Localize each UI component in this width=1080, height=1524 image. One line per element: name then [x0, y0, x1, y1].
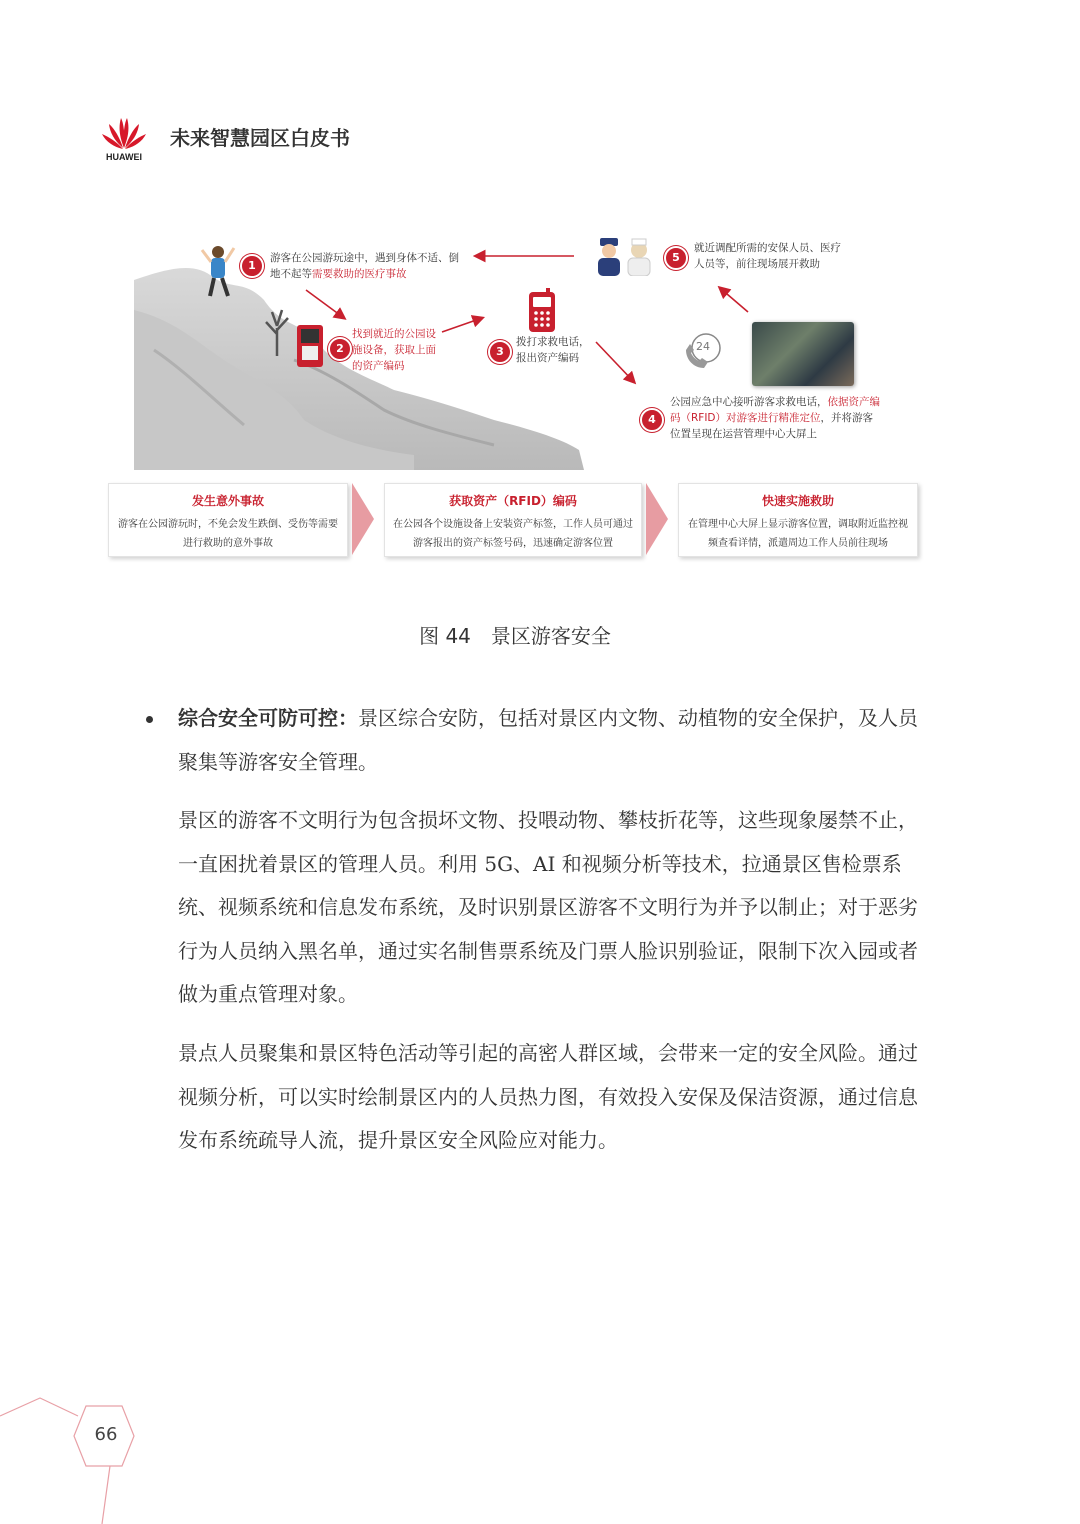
process-box-accident [108, 483, 348, 557]
figure-caption: 图 44 景区游客安全 [419, 624, 611, 648]
hotline-24-label: 24 [696, 340, 710, 353]
step-1-text: 游客在公园游玩途中，遇到身体不适、倒地不起等需要救助的医疗事故 [270, 252, 459, 280]
bullet-title: 综合安全可防可控： [178, 706, 358, 730]
process-box-desc: 在公园各个设施设备上安装资产标签，工作人员可通过游客报出的资产标签号码，迅速确定游客位置 [393, 519, 633, 549]
process-box-title: 快速实施救助 [761, 494, 834, 508]
huawei-logo [96, 112, 152, 164]
process-chevron-2 [646, 483, 668, 555]
step-5-number: 5 [664, 246, 688, 270]
arrow-3-to-4 [596, 342, 634, 382]
process-box-title: 发生意外事故 [191, 494, 264, 508]
process-box-title: 获取资产（RFID）编码 [449, 494, 577, 508]
step-3-number: 3 [488, 340, 512, 364]
step-4-text: 公园应急中心接听游客求救电话，依据资产编码（RFID）对游客进行精准定位，并将游客位置呈现在运营管理中心大屏上 [670, 396, 880, 440]
arrow-4-to-5 [720, 288, 748, 312]
step-2-text: 找到就近的公园设施设备，获取上面的资产编码 [352, 328, 436, 372]
arrow-2-to-3 [442, 318, 482, 332]
bullet-text: 景区综合安防，包括对景区内文物、动植物的安全保护，及人员聚集等游客安全管理。 [178, 706, 918, 774]
process-box-desc: 游客在公园游玩时，不免会发生跌倒、受伤等需要进行救助的意外事故 [118, 519, 338, 549]
page-number: 66 [94, 1424, 118, 1445]
page-corner-decoration [0, 1392, 140, 1524]
process-chevron-1 [352, 483, 374, 555]
step-2-number: 2 [328, 337, 352, 361]
step-4-number: 4 [640, 408, 664, 432]
body-paragraph-1: 景区的游客不文明行为包含损坏文物、投喂动物、攀枝折花等，这些现象屡禁不止，一直困扰着景区的管理人员。利用 5G、AI 和视频分析等技术，拉通景区售检票系统、视频系统和信息发布系统，及时识别景区游客不文明行为并予以制止；对于恶劣行为人员纳入黑名单，通过实名制售票系统及门票人脸识别验证，限制下次入园或者做为重点管理对象。 [178, 808, 918, 1006]
figure-tourist-safety [108, 230, 920, 570]
document-title: 未来智慧园区白皮书 [170, 126, 350, 150]
logo-wordmark: HUAWEI [106, 152, 142, 162]
process-box-desc: 在管理中心大屏上显示游客位置，调取附近监控视频查看详情，派遣周边工作人员前往现场 [688, 519, 908, 549]
process-box-rescue [678, 483, 918, 557]
step-3-text: 拨打求救电话，报出资产编码 [516, 336, 590, 364]
step-1-number: 1 [240, 254, 264, 278]
process-box-rfid [384, 483, 642, 557]
body-paragraph-2: 景点人员聚集和景区特色活动等引起的高密人群区域，会带来一定的安全风险。通过视频分析，可以实时绘制景区内的人员热力图，有效投入安保及保洁资源，通过信息发布系统疏导人流，提升景区安全风险应对能力。 [178, 1041, 918, 1152]
step-5-text: 就近调配所需的安保人员、医疗人员等，前往现场展开救助 [694, 242, 841, 270]
bullet-icon [146, 716, 153, 723]
arrow-1-to-2 [306, 290, 344, 318]
bullet-paragraph [178, 697, 928, 784]
